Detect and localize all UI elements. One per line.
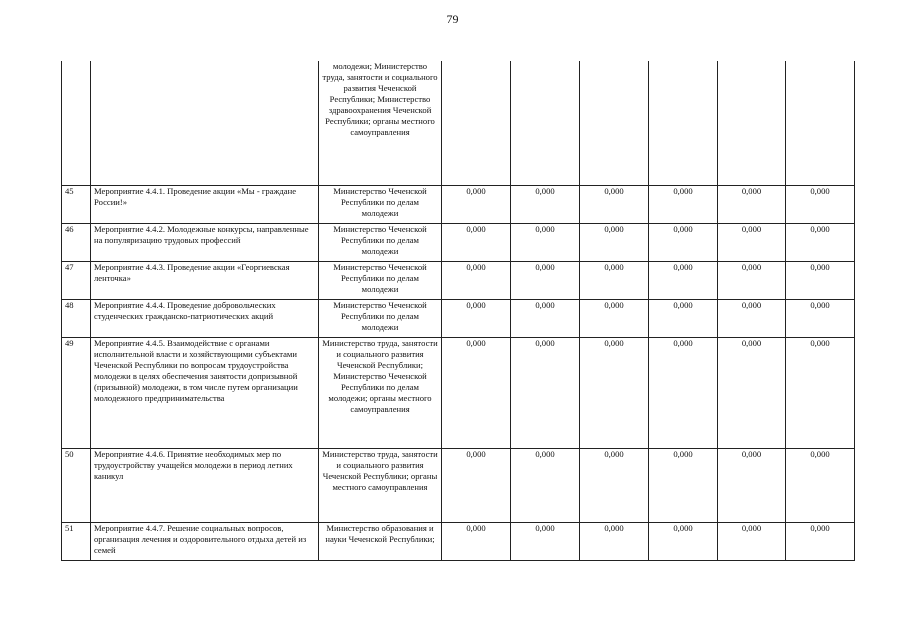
measure-name-cell: Мероприятие 4.4.4. Проведение добровольческих студенческих гражданско-патриотических акций — [91, 299, 319, 337]
funding-value-cell: 0,000 — [511, 185, 580, 223]
funding-value-cell — [649, 61, 718, 185]
row-number-cell: 50 — [62, 448, 91, 522]
funding-value-cell: 0,000 — [442, 299, 511, 337]
funding-value-cell: 0,000 — [718, 448, 786, 522]
funding-value-cell: 0,000 — [511, 448, 580, 522]
table-row — [62, 61, 855, 185]
funding-value-cell: 0,000 — [718, 299, 786, 337]
row-number-cell: 47 — [62, 261, 91, 299]
measure-name-cell: Мероприятие 4.4.3. Проведение акции «Георгиевская ленточка» — [91, 261, 319, 299]
executor-cell: Министерство Чеченской Республики по делам молодежи — [319, 261, 442, 299]
funding-value-cell: 0,000 — [580, 223, 649, 261]
table-row — [62, 261, 855, 299]
funding-value-cell: 0,000 — [786, 522, 855, 560]
executor-cell: молодежи; Министерство труда, занятости и социального развития Чеченской Республики; Министерство здравоохранения Чеченской Республики; органы местного самоуправления — [319, 61, 442, 185]
row-number-cell: 48 — [62, 299, 91, 337]
funding-value-cell: 0,000 — [649, 261, 718, 299]
measures-table — [61, 61, 855, 561]
funding-value-cell: 0,000 — [442, 223, 511, 261]
funding-value-cell — [580, 61, 649, 185]
funding-value-cell: 0,000 — [649, 299, 718, 337]
measure-name-cell: Мероприятие 4.4.1. Проведение акции «Мы - граждане России!» — [91, 185, 319, 223]
funding-value-cell: 0,000 — [786, 261, 855, 299]
funding-value-cell: 0,000 — [649, 448, 718, 522]
funding-value-cell: 0,000 — [786, 299, 855, 337]
measure-name-cell: Мероприятие 4.4.2. Молодежные конкурсы, направленные на популяризацию трудовых профессий — [91, 223, 319, 261]
measure-name-cell: Мероприятие 4.4.7. Решение социальных вопросов, организация лечения и оздоровительного отдыха детей из семей — [91, 522, 319, 560]
funding-value-cell: 0,000 — [511, 299, 580, 337]
funding-value-cell: 0,000 — [718, 223, 786, 261]
funding-value-cell: 0,000 — [718, 337, 786, 448]
funding-value-cell: 0,000 — [442, 448, 511, 522]
executor-cell: Министерство Чеченской Республики по делам молодежи — [319, 223, 442, 261]
funding-value-cell — [786, 61, 855, 185]
funding-value-cell: 0,000 — [649, 223, 718, 261]
measure-name-cell: Мероприятие 4.4.6. Принятие необходимых мер по трудоустройству учащейся молодежи в период летних каникул — [91, 448, 319, 522]
measure-name-cell: Мероприятие 4.4.5. Взаимодействие с органами исполнительной власти и хозяйствующими субъектами Чеченской Республики по вопросам трудоустройства молодежи в целях обеспечения занятости допризывной (призывной) молодежи, в том числе путем организации молодежного предпринимательства — [91, 337, 319, 448]
funding-value-cell: 0,000 — [649, 522, 718, 560]
funding-value-cell: 0,000 — [649, 337, 718, 448]
executor-cell: Министерство труда, занятости и социального развития Чеченской Республики; органы местного самоуправления — [319, 448, 442, 522]
funding-value-cell: 0,000 — [649, 185, 718, 223]
funding-value-cell: 0,000 — [511, 261, 580, 299]
funding-value-cell: 0,000 — [580, 448, 649, 522]
funding-value-cell: 0,000 — [786, 448, 855, 522]
executor-cell: Министерство Чеченской Республики по делам молодежи — [319, 185, 442, 223]
funding-value-cell — [511, 61, 580, 185]
funding-value-cell: 0,000 — [511, 522, 580, 560]
funding-value-cell — [718, 61, 786, 185]
row-number-cell: 51 — [62, 522, 91, 560]
funding-value-cell: 0,000 — [580, 261, 649, 299]
row-number-cell — [62, 61, 91, 185]
table-row — [62, 522, 855, 560]
funding-value-cell: 0,000 — [580, 522, 649, 560]
funding-value-cell — [442, 61, 511, 185]
row-number-cell: 46 — [62, 223, 91, 261]
executor-cell: Министерство образования и науки Чеченской Республики; — [319, 522, 442, 560]
table-row — [62, 299, 855, 337]
funding-value-cell: 0,000 — [786, 337, 855, 448]
page-number: 79 — [446, 12, 459, 26]
funding-value-cell: 0,000 — [442, 185, 511, 223]
funding-value-cell: 0,000 — [718, 185, 786, 223]
table-row — [62, 448, 855, 522]
funding-value-cell: 0,000 — [786, 223, 855, 261]
funding-value-cell: 0,000 — [442, 337, 511, 448]
funding-value-cell: 0,000 — [511, 223, 580, 261]
funding-value-cell: 0,000 — [442, 522, 511, 560]
funding-value-cell: 0,000 — [442, 261, 511, 299]
funding-value-cell: 0,000 — [580, 337, 649, 448]
measure-name-cell — [91, 61, 319, 185]
funding-value-cell: 0,000 — [580, 185, 649, 223]
executor-cell: Министерство труда, занятости и социального развития Чеченской Республики; Министерство Чеченской Республики по делам молодежи; органы местного самоуправления — [319, 337, 442, 448]
funding-value-cell: 0,000 — [786, 185, 855, 223]
executor-cell: Министерство Чеченской Республики по делам молодежи — [319, 299, 442, 337]
funding-value-cell: 0,000 — [580, 299, 649, 337]
funding-value-cell: 0,000 — [718, 261, 786, 299]
funding-value-cell: 0,000 — [718, 522, 786, 560]
table-row — [62, 185, 855, 223]
row-number-cell: 49 — [62, 337, 91, 448]
table-row — [62, 337, 855, 448]
table-row — [62, 223, 855, 261]
funding-value-cell: 0,000 — [511, 337, 580, 448]
row-number-cell: 45 — [62, 185, 91, 223]
